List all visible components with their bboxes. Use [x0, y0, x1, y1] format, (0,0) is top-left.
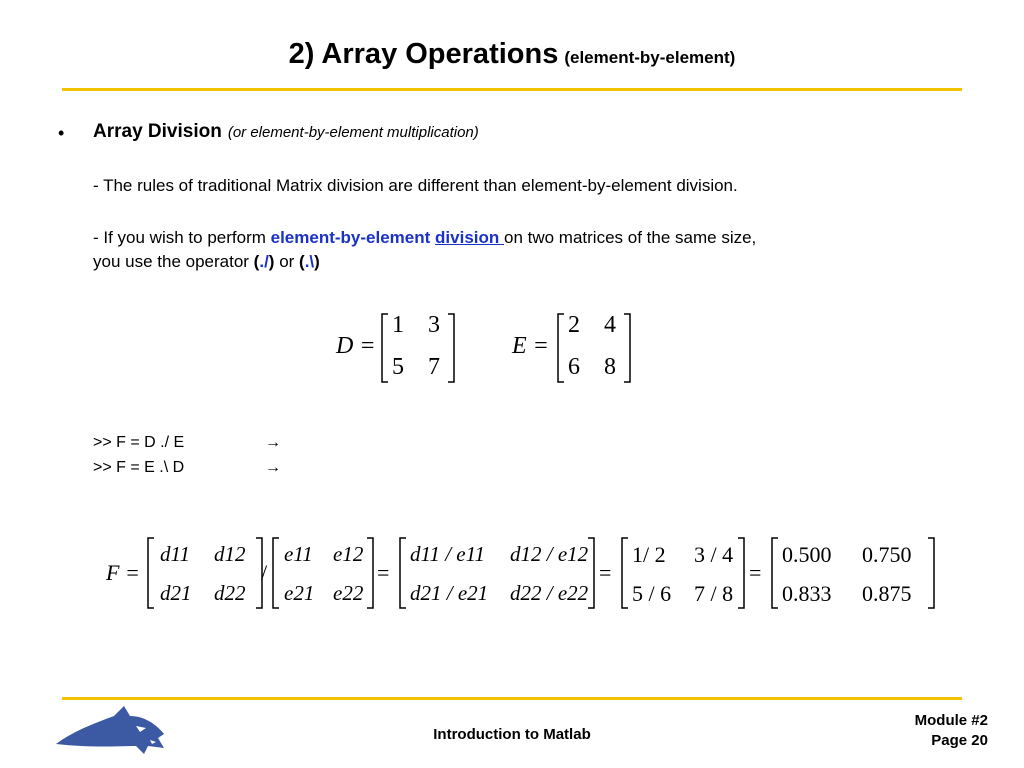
arrow-icon: →	[265, 434, 281, 451]
op1-open: (	[253, 252, 260, 271]
matrix-e-cell: 8	[604, 354, 616, 380]
matrix4-cell: 1/ 2	[632, 542, 666, 567]
matrix1-cell: d22	[214, 581, 246, 605]
division-link[interactable]: division	[435, 228, 504, 247]
footer-page: Page 20	[931, 732, 988, 749]
matrix5-cell: 0.875	[862, 581, 912, 606]
bullet-dot: •	[58, 123, 65, 143]
slide-title	[0, 38, 1024, 71]
top-rule	[62, 88, 962, 91]
footer-module-info	[915, 711, 988, 751]
matrix-e-cell: 6	[568, 354, 580, 380]
footer-course: Introduction to Matlab	[433, 726, 591, 743]
matrix3-cell: d12 / e12	[510, 542, 589, 566]
matrix-e-cell: 4	[604, 312, 616, 338]
matrix4-cell: 5 / 6	[632, 581, 672, 606]
matrix-e-cell: 2	[568, 312, 580, 338]
matrix4-cell: 7 / 8	[694, 581, 734, 606]
op-dot-slash: ./	[259, 252, 269, 271]
instruction-pre: - If you wish to perform	[93, 228, 271, 247]
equals-sign: =	[749, 560, 762, 585]
heading-note: (or element-by-element multiplication)	[227, 124, 479, 141]
matrix-d-cell: 1	[392, 312, 404, 338]
footer-module: Module #2	[914, 712, 988, 729]
matrix-d-cell: 3	[428, 312, 440, 338]
matrix-d-cell: 7	[428, 354, 440, 380]
instruction-line	[93, 228, 756, 248]
matrix-d-label: D =	[336, 333, 376, 359]
matrix3-cell: d11 / e11	[410, 542, 486, 566]
matrix5-cell: 0.750	[862, 542, 912, 567]
equals-sign: =	[599, 560, 612, 585]
rule-line: - The rules of traditional Matrix division are different than element-by-element division.	[93, 176, 738, 195]
op2-close: )	[314, 252, 320, 271]
equals-sign: =	[377, 560, 390, 585]
matrix-d-cell: 5	[392, 354, 404, 380]
section-heading	[93, 121, 479, 143]
title-subtitle: (element-by-element)	[564, 48, 736, 67]
matrix3-cell: d21 / e21	[410, 581, 489, 605]
operator-or: or	[274, 252, 300, 271]
division-sign: /	[261, 560, 268, 585]
matrix1-cell: d11	[160, 542, 190, 566]
matrix5-cell: 0.500	[782, 542, 832, 567]
command-text: >> F = E .\ D	[93, 459, 185, 476]
matrix-e-label: E =	[512, 333, 549, 359]
matrix2-cell: e11	[284, 542, 313, 566]
matrix1-cell: d12	[214, 542, 246, 566]
title-main: 2) Array Operations	[288, 38, 559, 70]
operator-line	[93, 252, 320, 272]
matrix2-cell: e12	[333, 542, 364, 566]
matrix3-cell: d22 / e22	[510, 581, 589, 605]
matrix1-cell: d21	[160, 581, 192, 605]
op2-open: (	[299, 252, 305, 271]
bottom-rule	[62, 697, 962, 700]
matrix2-cell: e22	[333, 581, 364, 605]
instruction-post: on two matrices of the same size,	[504, 228, 757, 247]
op-dot-backslash: .\	[304, 252, 315, 271]
matrix4-cell: 3 / 4	[694, 542, 734, 567]
matrix5-cell: 0.833	[782, 581, 832, 606]
matrix2-cell: e21	[284, 581, 315, 605]
op1-close: )	[268, 252, 275, 271]
instruction-bold: element-by-element	[270, 228, 431, 247]
arrow-icon: →	[265, 459, 281, 476]
equation-f-label: F =	[106, 560, 140, 585]
command-text: >> F = D ./ E	[93, 434, 185, 451]
command-2	[93, 459, 281, 477]
heading-text: Array Division	[93, 121, 222, 142]
command-1	[93, 434, 281, 452]
operator-pre: you use the operator	[93, 252, 254, 271]
